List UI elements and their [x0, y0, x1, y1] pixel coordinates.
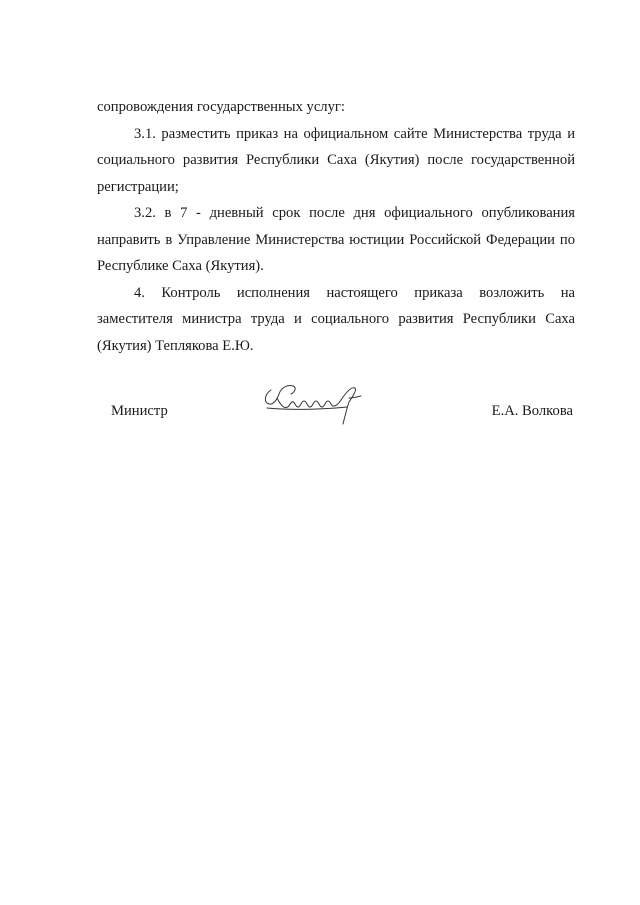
signer-role: Министр	[111, 403, 168, 419]
signer-name: Е.А. Волкова	[491, 403, 573, 419]
paragraph-line: социального развития Республики Саха (Якутия) после государственной	[97, 152, 575, 168]
paragraph-line: 3.2. в 7 - дневный срок после дня официального опубликования	[134, 205, 575, 221]
paragraph-line: 4. Контроль исполнения настоящего приказа возложить на	[134, 284, 575, 301]
paragraph-line: 3.1. разместить приказ на официальном сайте Министерства труда и	[134, 125, 575, 142]
paragraph-line: регистрации;	[97, 178, 179, 195]
paragraph-line: направить в Управление Министерства юстиции Российской Федерации по	[97, 231, 575, 248]
paragraph-line: сопровождения государственных услуг:	[97, 99, 345, 115]
paragraph-line: (Якутия) Теплякова Е.Ю.	[97, 337, 254, 354]
paragraph-line: Республике Саха (Якутия).	[97, 258, 264, 274]
paragraph-line: заместителя министра труда и социального развития Республики Саха	[97, 311, 575, 327]
document-body	[97, 94, 575, 359]
signature-block	[97, 398, 575, 424]
handwritten-signature-icon	[257, 380, 365, 430]
